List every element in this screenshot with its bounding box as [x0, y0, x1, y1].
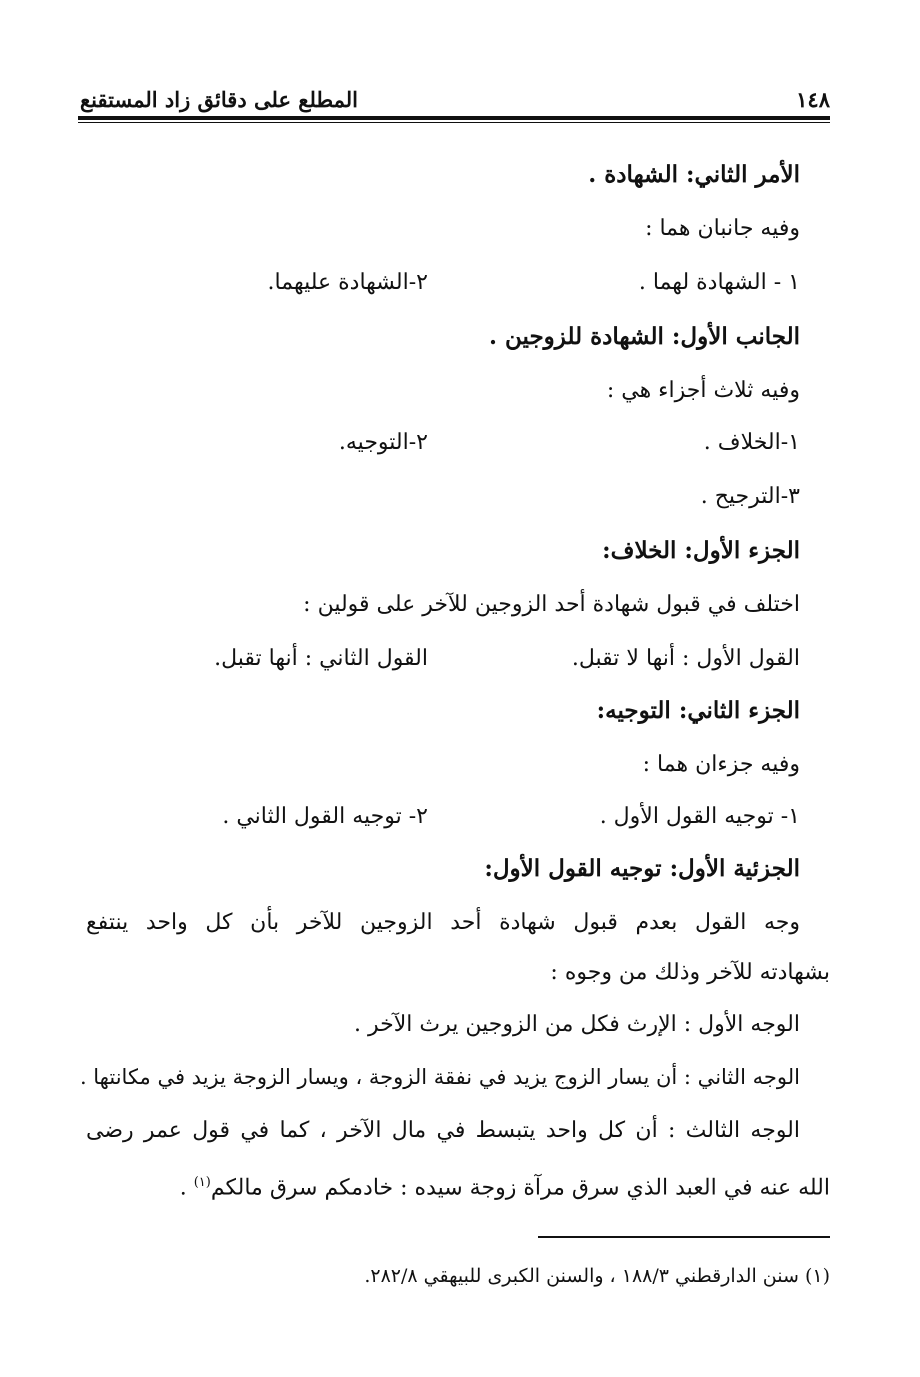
- opinion-first: القول الأول : أنها لا تقبل.: [571, 646, 800, 671]
- text-line: اختلف في قبول شهادة أحد الزوجين للآخر على قولين :: [303, 592, 800, 617]
- book-title: المطلع على دقائق زاد المستقنع: [80, 86, 359, 112]
- heading-second-matter: الأمر الثاني: الشهادة .: [588, 161, 800, 188]
- paragraph-text-end: .: [179, 1175, 194, 1201]
- opinion-second: القول الثاني : أنها تقبل.: [214, 646, 428, 671]
- paragraph-line: وجه القول بعدم قبول شهادة أحد الزوجين للآخر بأن كل واحد ينتفع: [86, 910, 800, 935]
- list-item: ٢-الشهادة عليهما.: [267, 270, 428, 295]
- list-item: ٢-التوجيه.: [338, 430, 428, 455]
- two-column-line: [90, 634, 800, 684]
- two-column-line: [90, 792, 800, 842]
- text-line: وفيه جانبان هما :: [645, 216, 800, 241]
- heading-first-part: الجزء الأول: الخلاف:: [602, 537, 800, 564]
- list-item: ٣-الترجيح .: [700, 484, 800, 509]
- heading-first-side: الجانب الأول: الشهادة للزوجين .: [489, 323, 800, 350]
- two-column-line: [90, 418, 800, 468]
- text-line: الوجه الأول : الإرث فكل من الزوجين يرث الآخر .: [354, 1012, 800, 1037]
- paragraph-line: بشهادته للآخر وذلك من وجوه :: [550, 960, 830, 985]
- text-line: الوجه الثاني : أن يسار الزوج يزيد في نفقة الزوجة ، ويسار الزوجة يزيد في مكانتها .: [79, 1065, 800, 1089]
- list-item: ١- توجيه القول الأول .: [599, 804, 800, 829]
- list-item: ٢- توجيه القول الثاني .: [222, 804, 428, 829]
- text-line: وفيه جزءان هما :: [642, 752, 800, 777]
- two-column-line: [90, 258, 800, 308]
- footnote-reference: (١): [193, 1175, 211, 1190]
- paragraph-line: الوجه الثالث : أن كل واحد يتبسط في مال الآخر ، كما في قول عمر رضى: [86, 1118, 800, 1143]
- heading-second-part: الجزء الثاني: التوجيه:: [596, 697, 800, 724]
- list-item: ١ - الشهادة لهما .: [638, 270, 800, 295]
- footnote-rule: [538, 1236, 830, 1238]
- running-header: [80, 82, 830, 116]
- list-item: ١-الخلاف .: [703, 430, 800, 455]
- paragraph-text: الله عنه في العبد الذي سرق مرآة زوجة سيده : خادمكم سرق مالكم: [210, 1175, 830, 1201]
- header-rule-thick: [78, 116, 830, 120]
- text-line: وفيه ثلاث أجزاء هي :: [606, 378, 800, 403]
- paragraph-line: [180, 1158, 830, 1208]
- heading-first-subpart: الجزئية الأول: توجيه القول الأول:: [484, 855, 800, 882]
- footnote: (١) سنن الدارقطني ١٨٨/٣ ، والسنن الكبرى للبيهقي ٢٨٢/٨.: [364, 1265, 830, 1287]
- page-number: ١٤٨: [796, 86, 830, 112]
- header-rule-thin: [78, 122, 830, 123]
